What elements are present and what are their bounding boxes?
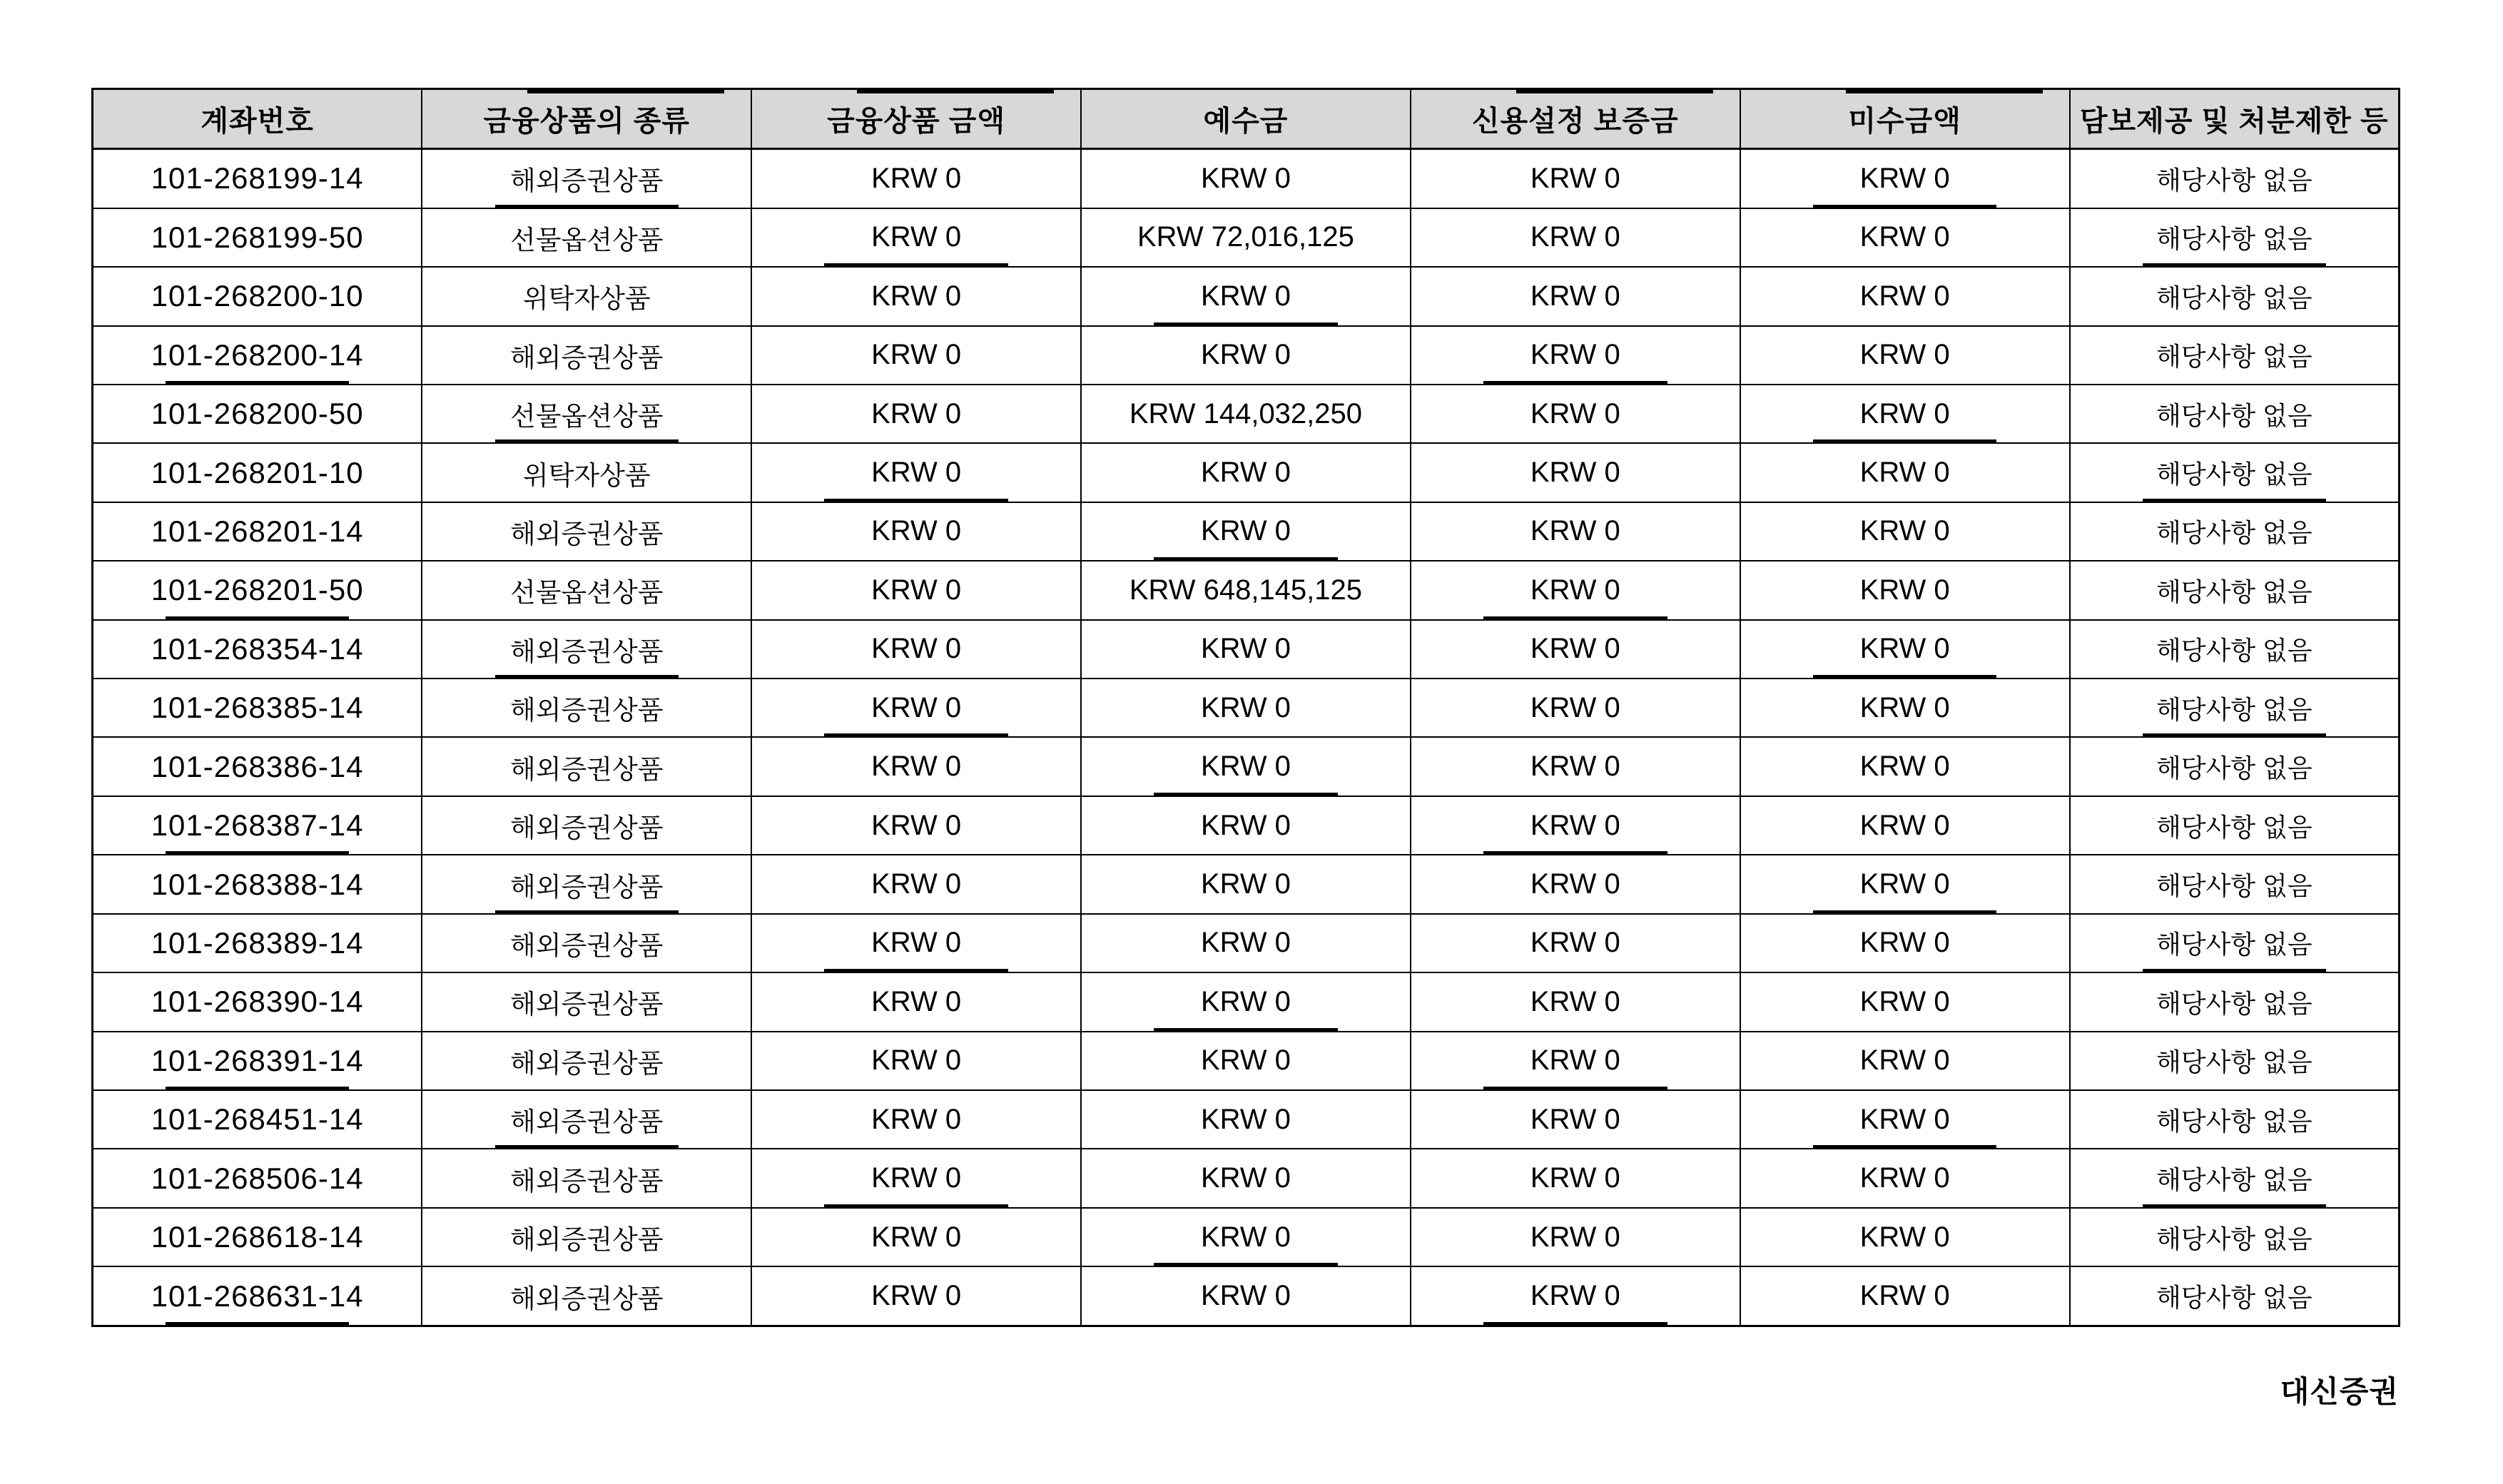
cell-credit_margin: KRW 0	[1411, 208, 1740, 267]
cell-account_no: 101-268451-14	[93, 1090, 422, 1149]
cell-collateral: 해당사항 없음	[2070, 502, 2400, 561]
table-row	[93, 1266, 2400, 1326]
cell-account_no: 101-268200-14	[93, 326, 422, 385]
cell-receivable: KRW 0	[1740, 326, 2070, 385]
cell-deposit: KRW 0	[1081, 267, 1411, 325]
cell-credit_margin: KRW 0	[1411, 1090, 1740, 1149]
cell-deposit: KRW 0	[1081, 737, 1411, 796]
cell-receivable: KRW 0	[1740, 855, 2070, 913]
cell-receivable: KRW 0	[1740, 443, 2070, 502]
cell-collateral: 해당사항 없음	[2070, 796, 2400, 855]
cell-product_type: 선물옵션상품	[422, 208, 751, 267]
cell-credit_margin: KRW 0	[1411, 679, 1740, 737]
cell-collateral: 해당사항 없음	[2070, 1149, 2400, 1207]
cell-product_type: 위탁자상품	[422, 443, 751, 502]
cell-account_no: 101-268390-14	[93, 972, 422, 1031]
cell-collateral: 해당사항 없음	[2070, 620, 2400, 679]
cell-account_no: 101-268201-10	[93, 443, 422, 502]
cell-deposit: KRW 0	[1081, 1266, 1411, 1326]
cell-product_type: 해외증권상품	[422, 679, 751, 737]
cell-deposit: KRW 0	[1081, 326, 1411, 385]
table-row	[93, 561, 2400, 619]
cell-product_amount: KRW 0	[751, 443, 1081, 502]
cell-product_amount: KRW 0	[751, 326, 1081, 385]
cell-collateral: 해당사항 없음	[2070, 737, 2400, 796]
cell-product_amount: KRW 0	[751, 855, 1081, 913]
cell-product_amount: KRW 0	[751, 679, 1081, 737]
cell-credit_margin: KRW 0	[1411, 1149, 1740, 1207]
cell-deposit: KRW 0	[1081, 1149, 1411, 1207]
table-row	[93, 149, 2400, 208]
cell-receivable: KRW 0	[1740, 149, 2070, 208]
cell-account_no: 101-268506-14	[93, 1149, 422, 1207]
column-header-account_no: 계좌번호	[93, 89, 422, 149]
cell-account_no: 101-268391-14	[93, 1032, 422, 1090]
table-row	[93, 443, 2400, 502]
cell-deposit: KRW 0	[1081, 620, 1411, 679]
cell-collateral: 해당사항 없음	[2070, 267, 2400, 325]
cell-collateral: 해당사항 없음	[2070, 1266, 2400, 1326]
cell-collateral: 해당사항 없음	[2070, 385, 2400, 443]
cell-collateral: 해당사항 없음	[2070, 208, 2400, 267]
cell-deposit: KRW 648,145,125	[1081, 561, 1411, 619]
table-body	[93, 149, 2400, 1326]
cell-product_amount: KRW 0	[751, 1090, 1081, 1149]
cell-deposit: KRW 0	[1081, 1208, 1411, 1266]
cell-product_amount: KRW 0	[751, 502, 1081, 561]
cell-deposit: KRW 0	[1081, 972, 1411, 1031]
cell-product_type: 해외증권상품	[422, 972, 751, 1031]
cell-deposit: KRW 144,032,250	[1081, 385, 1411, 443]
table-row	[93, 679, 2400, 737]
cell-account_no: 101-268388-14	[93, 855, 422, 913]
header-row	[93, 89, 2400, 149]
cell-credit_margin: KRW 0	[1411, 972, 1740, 1031]
cell-deposit: KRW 0	[1081, 914, 1411, 972]
cell-product_amount: KRW 0	[751, 1266, 1081, 1326]
cell-credit_margin: KRW 0	[1411, 385, 1740, 443]
cell-deposit: KRW 0	[1081, 443, 1411, 502]
cell-collateral: 해당사항 없음	[2070, 972, 2400, 1031]
cell-deposit: KRW 0	[1081, 796, 1411, 855]
cell-collateral: 해당사항 없음	[2070, 1090, 2400, 1149]
cell-product_type: 해외증권상품	[422, 1208, 751, 1266]
cell-product_type: 해외증권상품	[422, 855, 751, 913]
cell-product_type: 해외증권상품	[422, 914, 751, 972]
cell-receivable: KRW 0	[1740, 208, 2070, 267]
table-row	[93, 267, 2400, 325]
cell-product_amount: KRW 0	[751, 796, 1081, 855]
table-row	[93, 914, 2400, 972]
column-header-product_amount: 금융상품 금액	[751, 89, 1081, 149]
table-row	[93, 1090, 2400, 1149]
cell-credit_margin: KRW 0	[1411, 1208, 1740, 1266]
cell-deposit: KRW 0	[1081, 149, 1411, 208]
cell-deposit: KRW 0	[1081, 1032, 1411, 1090]
cell-product_amount: KRW 0	[751, 1032, 1081, 1090]
cell-collateral: 해당사항 없음	[2070, 1032, 2400, 1090]
cell-receivable: KRW 0	[1740, 267, 2070, 325]
cell-product_amount: KRW 0	[751, 620, 1081, 679]
cell-receivable: KRW 0	[1740, 1149, 2070, 1207]
company-signature: 대신증권	[2280, 1375, 2399, 1408]
cell-receivable: KRW 0	[1740, 1090, 2070, 1149]
cell-credit_margin: KRW 0	[1411, 326, 1740, 385]
cell-product_amount: KRW 0	[751, 737, 1081, 796]
cell-product_type: 해외증권상품	[422, 1266, 751, 1326]
cell-collateral: 해당사항 없음	[2070, 679, 2400, 737]
cell-product_type: 위탁자상품	[422, 267, 751, 325]
column-header-product_type: 금융상품의 종류	[422, 89, 751, 149]
cell-credit_margin: KRW 0	[1411, 561, 1740, 619]
cell-product_amount: KRW 0	[751, 561, 1081, 619]
cell-receivable: KRW 0	[1740, 1208, 2070, 1266]
cell-product_type: 선물옵션상품	[422, 561, 751, 619]
cell-account_no: 101-268199-14	[93, 149, 422, 208]
cell-credit_margin: KRW 0	[1411, 443, 1740, 502]
cell-product_amount: KRW 0	[751, 1149, 1081, 1207]
cell-collateral: 해당사항 없음	[2070, 1208, 2400, 1266]
cell-collateral: 해당사항 없음	[2070, 914, 2400, 972]
cell-product_type: 해외증권상품	[422, 796, 751, 855]
table-row	[93, 855, 2400, 913]
cell-receivable: KRW 0	[1740, 914, 2070, 972]
cell-account_no: 101-268354-14	[93, 620, 422, 679]
cell-receivable: KRW 0	[1740, 561, 2070, 619]
cell-receivable: KRW 0	[1740, 620, 2070, 679]
cell-product_type: 해외증권상품	[422, 502, 751, 561]
cell-collateral: 해당사항 없음	[2070, 561, 2400, 619]
cell-collateral: 해당사항 없음	[2070, 855, 2400, 913]
table-row	[93, 326, 2400, 385]
cell-product_type: 해외증권상품	[422, 149, 751, 208]
cell-receivable: KRW 0	[1740, 679, 2070, 737]
cell-product_amount: KRW 0	[751, 914, 1081, 972]
table-header	[93, 89, 2400, 149]
cell-receivable: KRW 0	[1740, 1032, 2070, 1090]
cell-account_no: 101-268618-14	[93, 1208, 422, 1266]
cell-collateral: 해당사항 없음	[2070, 326, 2400, 385]
cell-product_amount: KRW 0	[751, 149, 1081, 208]
cell-account_no: 101-268389-14	[93, 914, 422, 972]
table-row	[93, 1208, 2400, 1266]
cell-deposit: KRW 0	[1081, 502, 1411, 561]
table-row	[93, 385, 2400, 443]
cell-credit_margin: KRW 0	[1411, 502, 1740, 561]
table-row	[93, 972, 2400, 1031]
cell-product_amount: KRW 0	[751, 385, 1081, 443]
cell-product_type: 해외증권상품	[422, 1149, 751, 1207]
cell-receivable: KRW 0	[1740, 796, 2070, 855]
cell-receivable: KRW 0	[1740, 502, 2070, 561]
cell-deposit: KRW 0	[1081, 679, 1411, 737]
cell-receivable: KRW 0	[1740, 1266, 2070, 1326]
cell-account_no: 101-268199-50	[93, 208, 422, 267]
table-row	[93, 620, 2400, 679]
table-row	[93, 737, 2400, 796]
cell-collateral: 해당사항 없음	[2070, 149, 2400, 208]
cell-deposit: KRW 72,016,125	[1081, 208, 1411, 267]
cell-credit_margin: KRW 0	[1411, 855, 1740, 913]
table-row	[93, 1032, 2400, 1090]
cell-collateral: 해당사항 없음	[2070, 443, 2400, 502]
column-header-receivable: 미수금액	[1740, 89, 2070, 149]
cell-receivable: KRW 0	[1740, 385, 2070, 443]
cell-product_type: 해외증권상품	[422, 1032, 751, 1090]
column-header-collateral: 담보제공 및 처분제한 등	[2070, 89, 2400, 149]
cell-deposit: KRW 0	[1081, 1090, 1411, 1149]
cell-account_no: 101-268387-14	[93, 796, 422, 855]
cell-product_type: 해외증권상품	[422, 620, 751, 679]
cell-account_no: 101-268385-14	[93, 679, 422, 737]
cell-credit_margin: KRW 0	[1411, 737, 1740, 796]
cell-product_type: 해외증권상품	[422, 1090, 751, 1149]
cell-account_no: 101-268631-14	[93, 1266, 422, 1326]
cell-receivable: KRW 0	[1740, 737, 2070, 796]
table-row	[93, 796, 2400, 855]
accounts-table	[91, 88, 2400, 1327]
cell-account_no: 101-268201-50	[93, 561, 422, 619]
cell-account_no: 101-268386-14	[93, 737, 422, 796]
cell-credit_margin: KRW 0	[1411, 1266, 1740, 1326]
table-row	[93, 502, 2400, 561]
cell-product_amount: KRW 0	[751, 972, 1081, 1031]
column-header-deposit: 예수금	[1081, 89, 1411, 149]
cell-product_amount: KRW 0	[751, 1208, 1081, 1266]
cell-deposit: KRW 0	[1081, 855, 1411, 913]
cell-product_amount: KRW 0	[751, 267, 1081, 325]
cell-account_no: 101-268201-14	[93, 502, 422, 561]
table-row	[93, 1149, 2400, 1207]
cell-account_no: 101-268200-50	[93, 385, 422, 443]
cell-credit_margin: KRW 0	[1411, 267, 1740, 325]
cell-credit_margin: KRW 0	[1411, 149, 1740, 208]
cell-credit_margin: KRW 0	[1411, 620, 1740, 679]
cell-receivable: KRW 0	[1740, 972, 2070, 1031]
cell-credit_margin: KRW 0	[1411, 914, 1740, 972]
cell-product_type: 선물옵션상품	[422, 385, 751, 443]
cell-credit_margin: KRW 0	[1411, 796, 1740, 855]
cell-product_type: 해외증권상품	[422, 326, 751, 385]
column-header-credit_margin: 신용설정 보증금	[1411, 89, 1740, 149]
cell-product_type: 해외증권상품	[422, 737, 751, 796]
table-row	[93, 208, 2400, 267]
cell-product_amount: KRW 0	[751, 208, 1081, 267]
cell-credit_margin: KRW 0	[1411, 1032, 1740, 1090]
cell-account_no: 101-268200-10	[93, 267, 422, 325]
